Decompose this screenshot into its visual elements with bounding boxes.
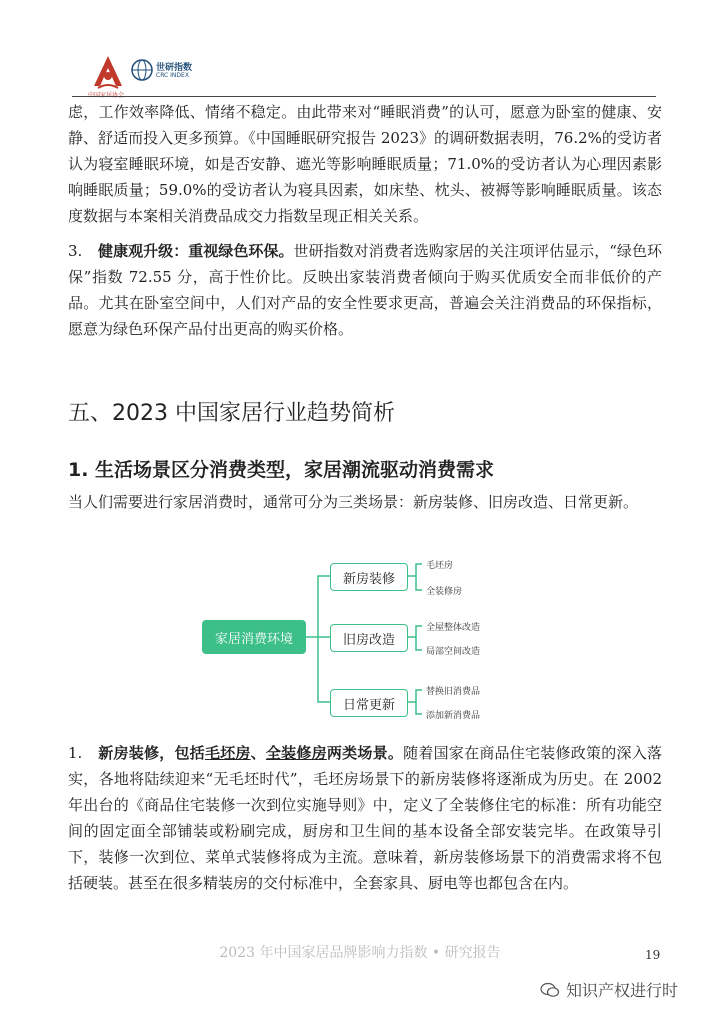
report-footer: 2023 年中国家居品牌影响力指数 • 研究报告 [219,945,501,961]
bold-heading-part: 新房装修，包括 [98,744,205,762]
wechat-icon [540,982,560,998]
underlined-term: 全装修房 [265,744,327,762]
subsection-title: 1. 生活场景区分消费类型，家居潮流驱动消费需求 [68,459,495,481]
underlined-term: 毛坯房 [204,744,251,762]
wechat-watermark [540,978,678,1001]
list-number: 1. [68,744,83,762]
section-title: 五、2023 中国家居行业趋势简析 [68,401,395,426]
header-divider [72,96,656,97]
list-number: 3. [68,242,83,260]
association-logo-text [88,90,124,99]
crc-index-logo-text: 世研指数 [156,63,193,73]
paragraph-body: 世研指数对消费者选购家居的关注项评估显示，“绿色环保”指数 72.55 分，高于性价比。反映出家装消费者倾向于购买优质安全而非低价的产品。尤其在卧室空间中，人们对产品的安全性要求更高，普遍会关注消费品的环保指标，愿意为绿色环保产品付出更高的购买价格。 [68,242,663,338]
page-number: 19 [645,948,661,962]
globe-icon [130,58,154,82]
page-header [88,52,648,102]
consumption-scenario-mindmap [190,540,530,730]
bold-heading-part: 两类场景。 [326,744,404,762]
mindmap-node-renovation: 旧房改造 [330,624,408,652]
paragraph-sleep-consumption: 虑，工作效率降低、情绪不稳定。由此带来对“睡眠消费”的认可，愿意为卧室的健康、安静、舒适而投入更多预算。《中国睡眠研究报告 2023》的调研数据表明，76.2%的受访者认为寝室睡眠环境，如是否安静、遮光等影响睡眠质量；71.0%的受访者认为心理因素影响睡眠质量；59.0%的受访者认为寝具因素，如床垫、枕头、被褥等影响睡眠质量。该态度数据与本案相关消费品成交力指数呈现正相关关系。 [68,103,662,225]
bold-heading [98,744,403,762]
mindmap-leaf: 局部空间改造 [426,647,481,657]
crc-index-logo-subtext: CRC INDEX [156,72,189,79]
separator: 、 [250,744,266,762]
bold-heading: 健康观升级：重视绿色环保。 [98,242,294,260]
association-logo-icon [88,52,128,92]
mindmap-node-daily-update: 日常更新 [330,689,408,717]
mindmap-node-new-house: 新房装修 [330,563,408,591]
paragraph-new-house [68,740,662,896]
mindmap-leaf: 毛坯房 [426,561,454,571]
watermark-text: 知识产权进行时 [566,981,679,1000]
paragraph-health-upgrade [68,238,662,342]
mindmap-leaf: 全屋整体改造 [426,623,481,633]
intro-sentence: 当人们需要进行家居消费时，通常可分为三类场景：新房装修、旧房改造、日常更新。 [68,493,639,511]
mindmap-root-node: 家居消费环境 [202,620,306,654]
paragraph-body: 随着国家在商品住宅装修政策的深入落实，各地将陆续迎来“无毛坯时代”，毛坯房场景下的新房装修将逐渐成为历史。在 2002 年出台的《商品住宅装修一次到位实施导则》中，定义了全装修住宅的标准：所有功能空间的固定面全部铺装或粉刷完成，厨房和卫生间的基本设备全部安装完毕。在政策导引下，装修一次到位、菜单式装修将成为主流。意味着，新房装修场景下的消费需求将不包括硬装。甚至在很多精装房的交付标准中，全套家具、厨电等也都包含在内。 [68,744,662,892]
mindmap-leaf: 添加新消费品 [426,711,481,721]
mindmap-leaf: 全装修房 [426,587,463,597]
mindmap-leaf: 替换旧消费品 [426,687,481,697]
